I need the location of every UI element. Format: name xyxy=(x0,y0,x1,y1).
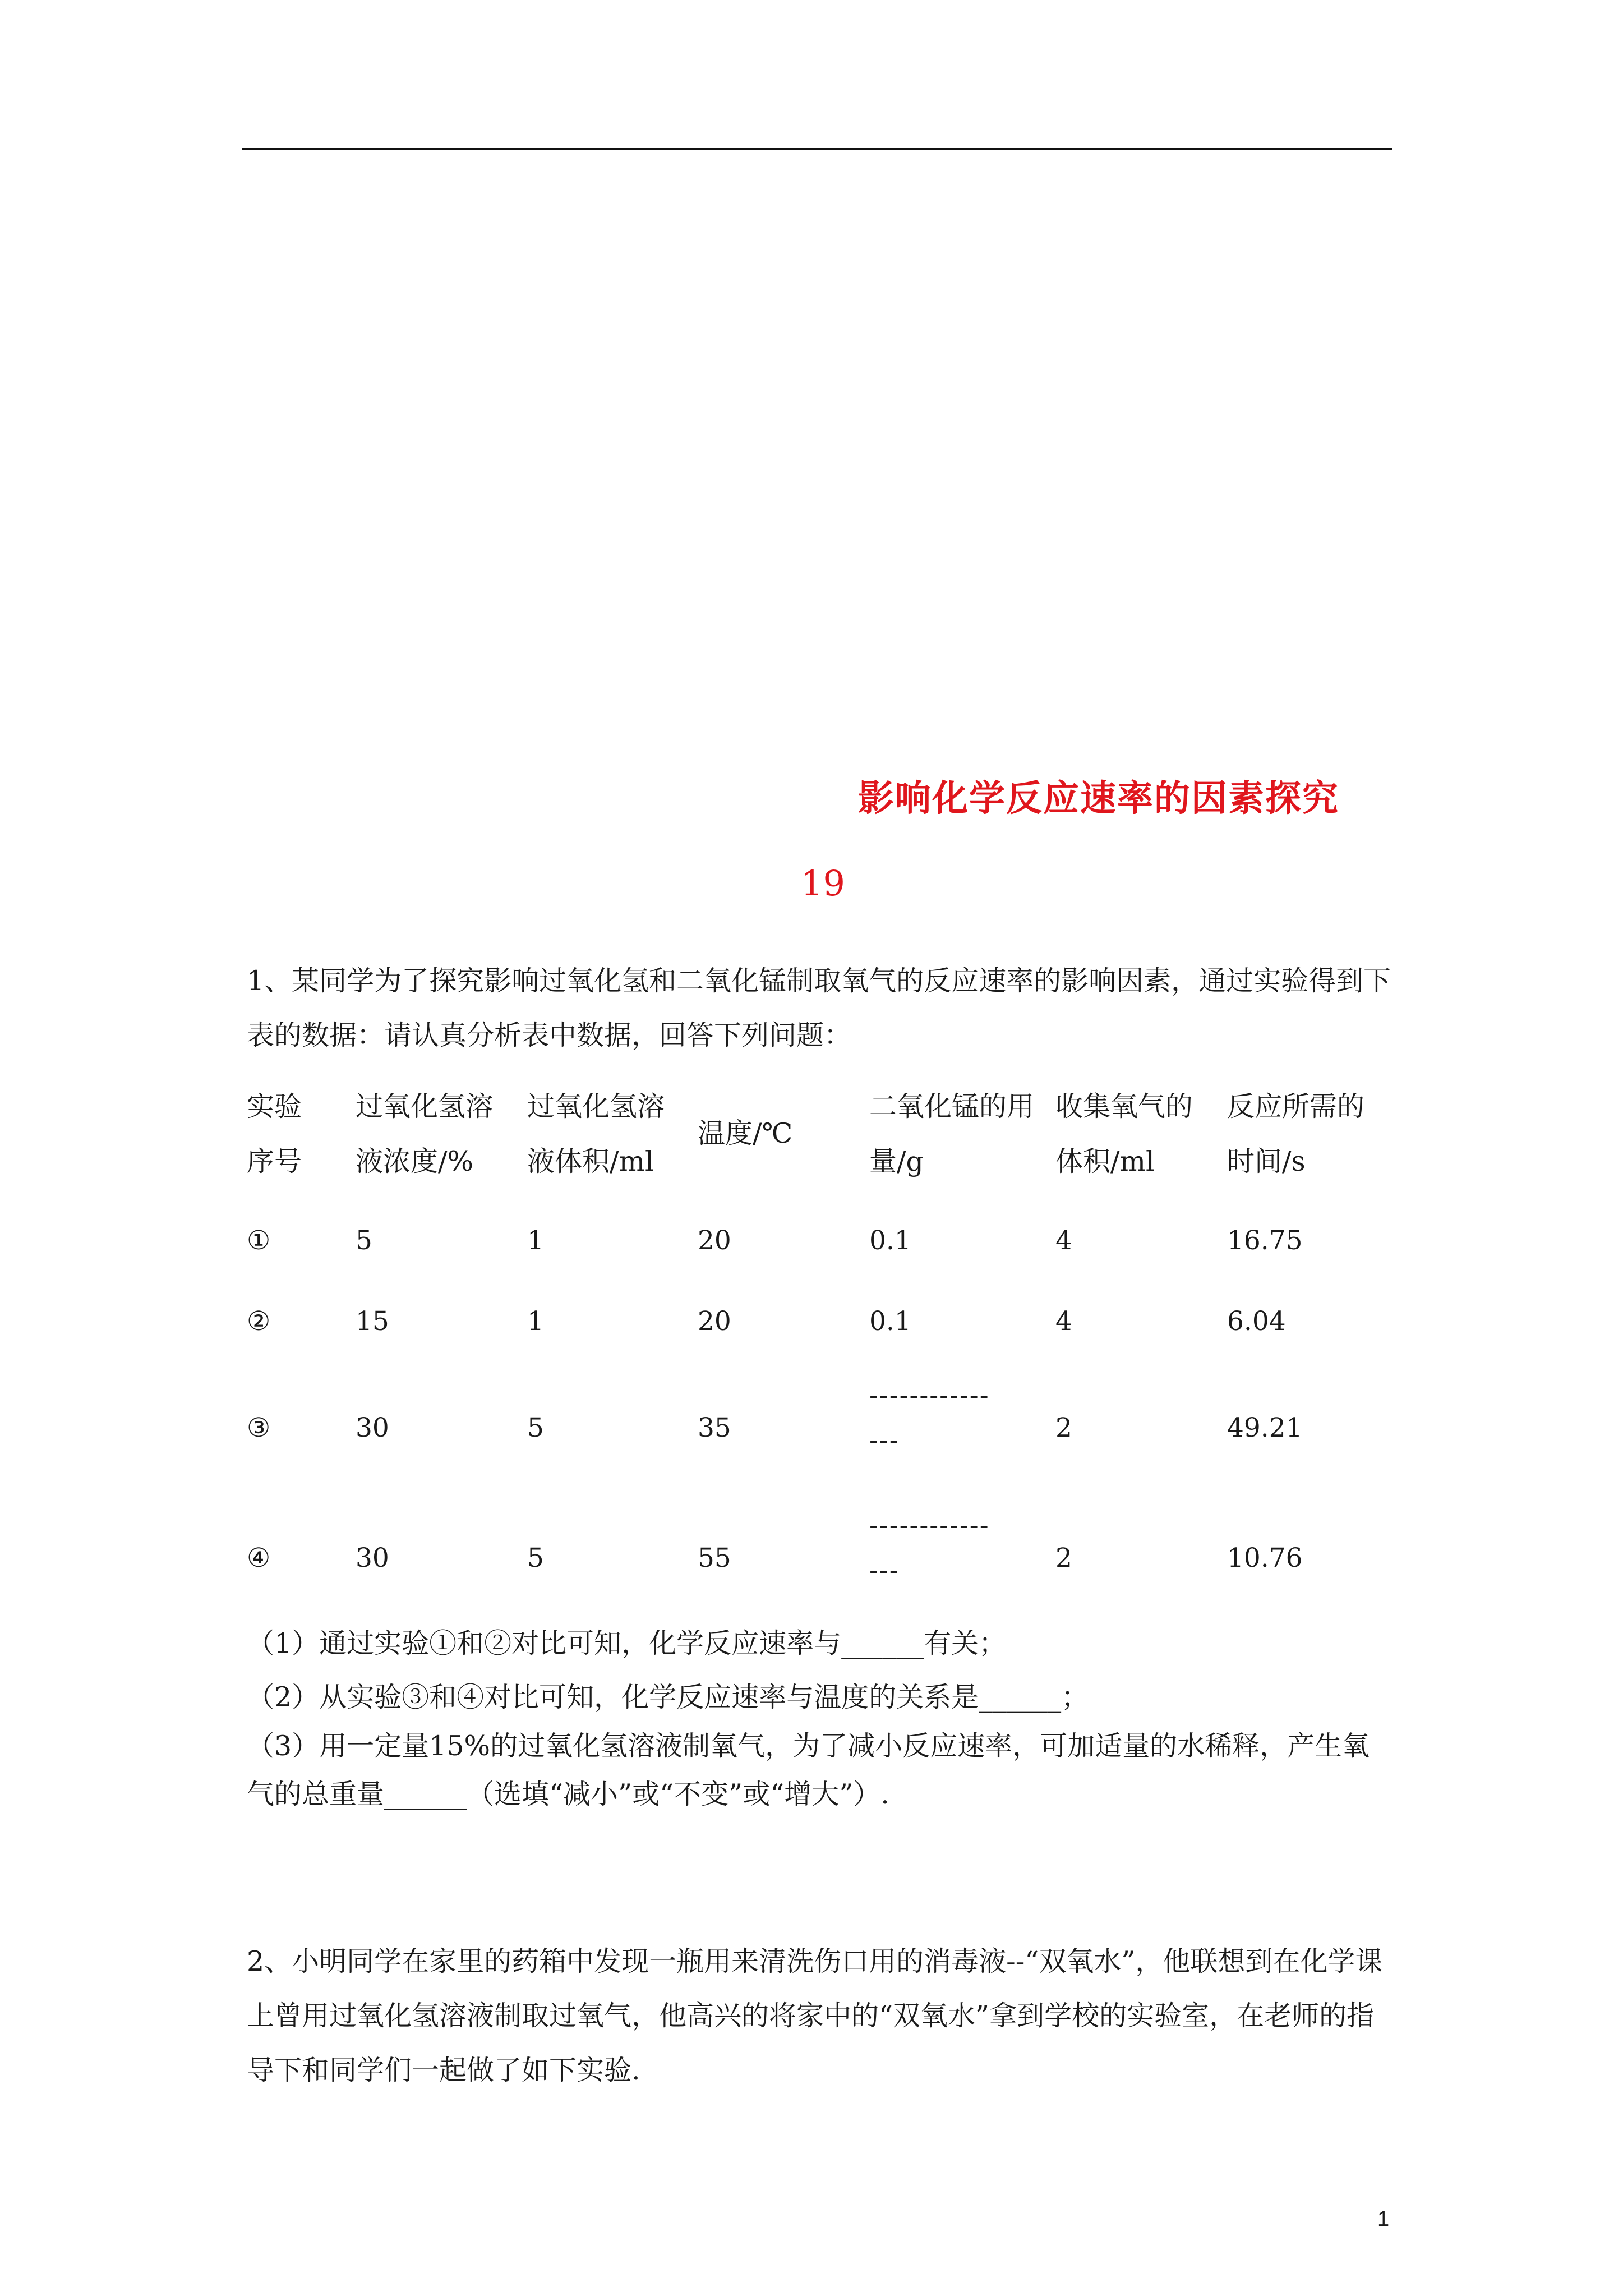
table-cell: ④ xyxy=(247,1543,271,1573)
table-cell: 5 xyxy=(356,1225,372,1256)
table-cell: 4 xyxy=(1055,1225,1072,1256)
table-header-cell: 收集氧气的 体积/ml xyxy=(1055,1091,1193,1177)
question-2-text: 2、小明同学在家里的药箱中发现一瓶用来清洗伤口用的消毒液--“双氧水”，他联想到在化学课上曾用过氧化氢溶液制取过氧气，他高兴的将家中的“双氧水”拿到学校的实验室，在老师的指导下和同学们一起做了如下实验. xyxy=(247,1945,1383,2086)
table-cell: 30 xyxy=(356,1543,389,1573)
table-cell: 55 xyxy=(698,1543,731,1573)
table-cell: 5 xyxy=(527,1543,544,1573)
table-cell: 20 xyxy=(698,1306,731,1337)
table-cell: 30 xyxy=(356,1412,389,1443)
table-cell: 20 xyxy=(698,1225,731,1256)
table-cell-dashes: ------------ --- xyxy=(869,1510,990,1586)
table-cell: 2 xyxy=(1055,1412,1072,1443)
table-cell: 16.75 xyxy=(1227,1225,1303,1256)
table-cell: 0.1 xyxy=(869,1225,911,1256)
table-header-cell: 实验 序号 xyxy=(247,1091,302,1177)
document-subtitle: 19 xyxy=(801,863,845,904)
table-header-cell: 过氧化氢溶 液浓度/% xyxy=(356,1091,494,1177)
table-header-cell: 二氧化锰的用 量/g xyxy=(869,1091,1035,1177)
table-cell: 15 xyxy=(356,1306,389,1337)
table-cell: 0.1 xyxy=(869,1306,911,1337)
table-header-cell: 反应所需的 时间/s xyxy=(1227,1091,1365,1177)
table-header-cell: 过氧化氢溶 液体积/ml xyxy=(527,1091,665,1177)
table-cell: 6.04 xyxy=(1227,1306,1286,1337)
subquestion-3: （3）用一定量15%的过氧化氢溶液制氧气，为了减小反应速率，可加适量的水稀释，产生氧气的总重量______（选填“减小”或“不变”或“增大”）. xyxy=(247,1730,1370,1810)
table-cell: 4 xyxy=(1055,1306,1072,1337)
table-cell: ② xyxy=(247,1306,271,1337)
table-header-cell: 温度/℃ xyxy=(698,1117,793,1149)
table-cell: 49.21 xyxy=(1227,1412,1303,1443)
table-cell: 1 xyxy=(527,1225,544,1256)
table-cell: 1 xyxy=(527,1306,544,1337)
table-cell: ① xyxy=(247,1225,271,1256)
document-title: 影响化学反应速率的因素探究 xyxy=(858,777,1339,820)
table-cell: 35 xyxy=(698,1412,731,1443)
subquestion-2: （2）从实验③和④对比可知，化学反应速率与温度的关系是______； xyxy=(247,1681,1089,1713)
page-number: 1 xyxy=(1377,2207,1390,2231)
table-cell: 2 xyxy=(1055,1543,1072,1573)
table-cell: 5 xyxy=(527,1412,544,1443)
subquestion-1: （1）通过实验①和②对比可知，化学反应速率与______有关； xyxy=(247,1627,1007,1659)
header-rule xyxy=(242,148,1392,150)
question-1-intro: 1、某同学为了探究影响过氧化氢和二氧化锰制取氧气的反应速率的影响因素，通过实验得到下表的数据：请认真分析表中数据，回答下列问题： xyxy=(247,965,1391,1051)
table-cell: ③ xyxy=(247,1412,271,1443)
table-cell-dashes: ------------ --- xyxy=(869,1380,990,1456)
table-cell: 10.76 xyxy=(1227,1543,1303,1573)
